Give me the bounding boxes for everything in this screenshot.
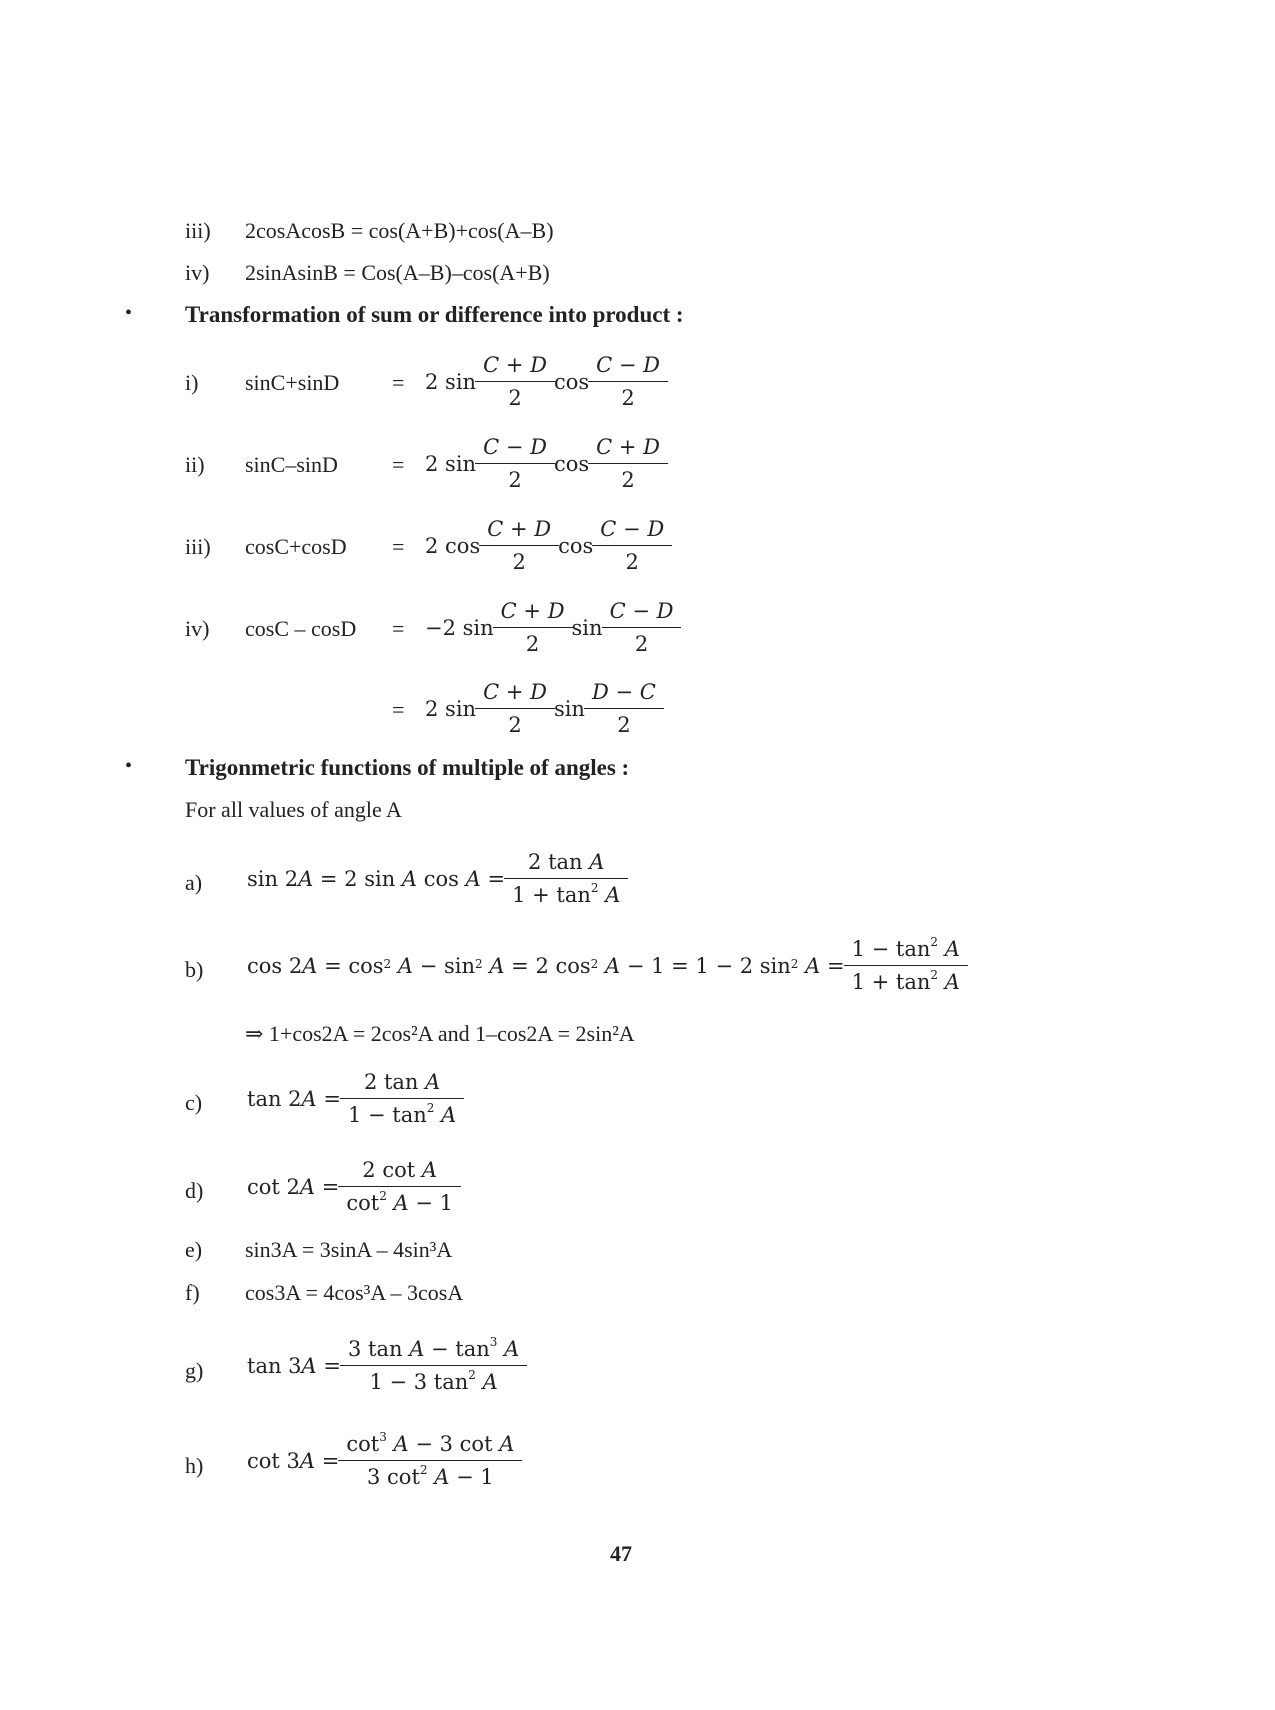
section-subtext: For all values of angle A <box>185 797 402 822</box>
section-heading-multiple-angles: Trigonmetric functions of multiple of angles : <box>185 755 630 780</box>
formula-tan2A: tan 2 A = $\frac{\text{2 tan A}}{1 - \tan^2 A}$ <box>247 1070 463 1127</box>
formula-cosC-plus-cosD: 2 cos $\frac{C + D}{2}$ cos $\frac{C - D}{2}$ <box>425 517 671 574</box>
formula-tan3A: tan 3 A = $\frac{3 \tan A - \tan^3 A}{1 - 3 \tan^2 A}$ <box>247 1337 526 1394</box>
implies-identities: ⇒ 1+cos2A = 2cos²A and 1–cos2A = 2sin²A <box>245 1021 635 1046</box>
formula-sinC-minus-sinD: 2 sin $\frac{C - D}{2}$ cos $\frac{C + D}{2}$ <box>425 435 667 492</box>
item-label-h: h) <box>185 1453 204 1478</box>
formula-lhs: sinC+sinD <box>245 370 340 395</box>
item-label-c: c) <box>185 1090 203 1115</box>
formula-sinC-plus-sinD: 2 sin $\frac{C + D}{2}$ cos $\frac{C - D}{2}$ <box>425 353 667 410</box>
item-label-ii: ii) <box>185 452 205 477</box>
item-label-iii: iii) <box>185 534 211 559</box>
formula-sin2A: sin 2 A = 2 sin A cos A = $\frac{\text{2 tan A}}{1 + \tan^2 A}$ <box>247 850 627 907</box>
identity-2sinAsinB: 2sinAsinB = Cos(A–B)–cos(A+B) <box>245 260 550 285</box>
equals-sign: = <box>392 616 405 641</box>
identity-2cosAcosB: 2cosAcosB = cos(A+B)+cos(A–B) <box>245 218 554 243</box>
formula-cosC-minus-cosD: −2 sin $\frac{C + D}{2}$ sin $\frac{C - D}{2}$ <box>425 599 680 656</box>
equals-sign: = <box>392 697 405 722</box>
formula-lhs: cosC – cosD <box>245 616 357 641</box>
formula-cosC-minus-cosD-alt: 2 sin $\frac{C + D}{2}$ sin $\frac{D - C}{2}$ <box>425 680 663 737</box>
equals-sign: = <box>392 370 405 395</box>
formula-cos2A: cos 2 A = cos $^2$ A − sin $^2$ A = 2 cos $^2$ A − 1 = 1 − 2 sin $^2$ A = $\frac{1 - \tan^2 A}{1 + \tan^2 A}$ <box>247 937 967 994</box>
equals-sign: = <box>392 534 405 559</box>
bullet-icon: • <box>125 755 133 777</box>
item-label-g: g) <box>185 1358 204 1383</box>
item-label-d: d) <box>185 1178 204 1203</box>
item-label-a: a) <box>185 870 203 895</box>
item-label-iv: iv) <box>185 616 210 641</box>
item-label-f: f) <box>185 1280 200 1305</box>
item-label-iv: iv) <box>185 260 210 285</box>
item-label-iii: iii) <box>185 218 211 243</box>
formula-lhs: cosC+cosD <box>245 534 347 559</box>
formula-cot2A: cot 2 A = $\frac{\text{2 cot A}}{\cot^2 A - 1}$ <box>247 1158 460 1215</box>
formula-cot3A: cot 3 A = $\frac{\cot^3 A - 3 \cot A}{3 \cot^2 A - 1}$ <box>247 1432 521 1489</box>
formula-cos3A: cos3A = 4cos³A – 3cosA <box>245 1280 464 1305</box>
item-label-i: i) <box>185 370 199 395</box>
equals-sign: = <box>392 452 405 477</box>
item-label-e: e) <box>185 1237 203 1262</box>
section-heading-sum-to-product: Transformation of sum or difference into product : <box>185 302 684 327</box>
formula-sin3A: sin3A = 3sinA – 4sin³A <box>245 1237 453 1262</box>
formula-lhs: sinC–sinD <box>245 452 338 477</box>
item-label-b: b) <box>185 957 204 982</box>
page-number: 47 <box>610 1541 632 1566</box>
bullet-icon: • <box>125 302 133 324</box>
